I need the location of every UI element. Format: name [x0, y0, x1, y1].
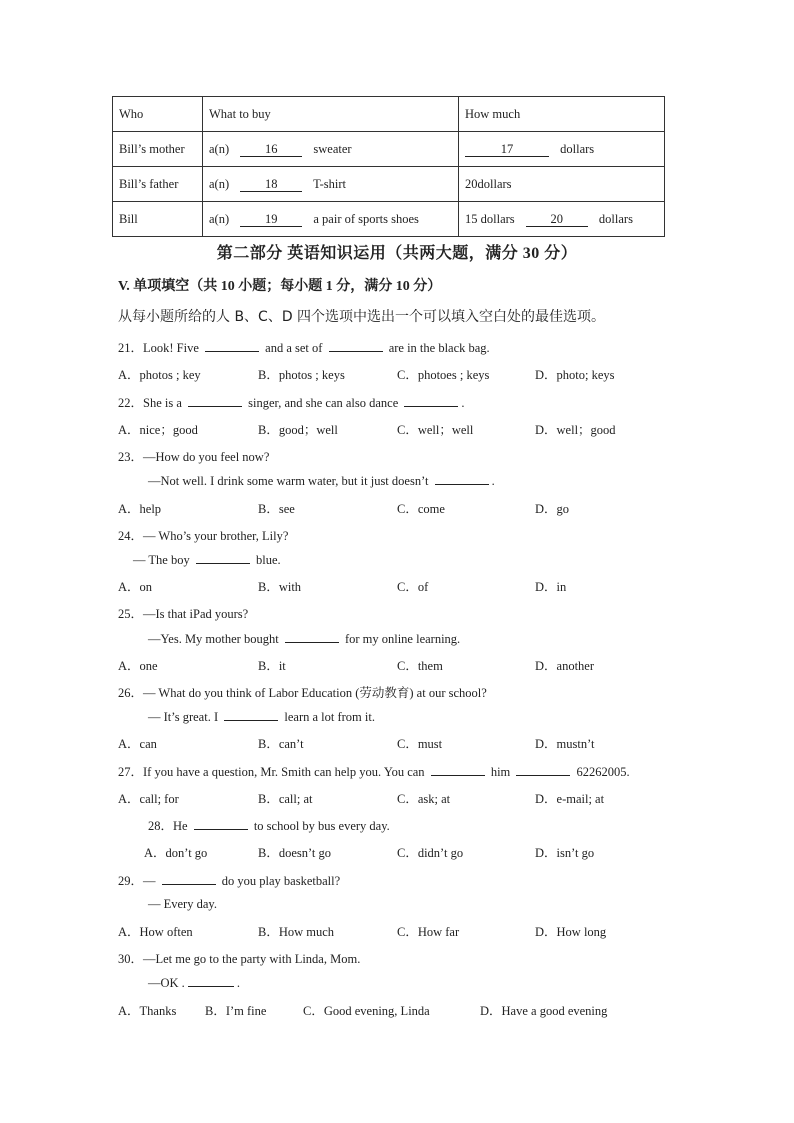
- table-row: [113, 132, 665, 167]
- option-c[interactable]: C．Good evening, Linda: [303, 1004, 430, 1018]
- table-row: [113, 167, 665, 202]
- answer-blank[interactable]: 17: [465, 143, 549, 157]
- cell-price: 20dollars: [459, 167, 665, 202]
- question-28: 28．He to school by bus every day.: [148, 819, 390, 833]
- shopping-table: [112, 96, 665, 237]
- instruction: 从每小题所给的人 B、C、D 四个选项中选出一个可以填入空白处的最佳选项。: [118, 309, 606, 325]
- answer-blank[interactable]: [516, 764, 570, 776]
- question-27: 27．If you have a question, Mr. Smith can help you. You can him 62262005.: [118, 765, 630, 779]
- option-b[interactable]: B．doesn’t go: [258, 846, 332, 860]
- option-c[interactable]: C．How far: [397, 925, 460, 939]
- option-b[interactable]: B．can’t: [258, 737, 304, 751]
- option-a[interactable]: A．photos ; key: [118, 368, 201, 382]
- answer-blank[interactable]: [196, 552, 250, 564]
- cell-price: [459, 132, 665, 167]
- question-29: 29．— do you play basketball?: [118, 874, 341, 888]
- option-d[interactable]: D．go: [535, 502, 570, 516]
- price-text: 15 dollars: [465, 211, 515, 226]
- question-23: 23．—How do you feel now?: [118, 450, 270, 464]
- option-c[interactable]: C．ask; at: [397, 792, 451, 806]
- answer-blank[interactable]: [162, 873, 216, 885]
- option-b[interactable]: B．with: [258, 580, 302, 594]
- cell-what: [203, 202, 459, 237]
- option-a[interactable]: A．call; for: [118, 792, 179, 806]
- cell-who: Bill’s mother: [113, 132, 203, 167]
- table-row: [113, 202, 665, 237]
- option-d[interactable]: D．Have a good evening: [480, 1004, 608, 1018]
- cell-price: [459, 202, 665, 237]
- answer-blank[interactable]: [431, 764, 485, 776]
- question-24-reply: — The boy blue.: [133, 553, 281, 567]
- item: sweater: [313, 141, 352, 156]
- answer-blank[interactable]: [435, 473, 489, 485]
- cell-what: [203, 132, 459, 167]
- header-who: Who: [113, 97, 203, 132]
- option-b[interactable]: B．call; at: [258, 792, 313, 806]
- option-a[interactable]: A．can: [118, 737, 157, 751]
- option-d[interactable]: D．isn’t go: [535, 846, 595, 860]
- item: a pair of sports shoes: [313, 211, 419, 226]
- question-26-reply: — It’s great. I learn a lot from it.: [148, 710, 375, 724]
- option-b[interactable]: B．it: [258, 659, 286, 673]
- option-c[interactable]: C．didn’t go: [397, 846, 464, 860]
- option-c[interactable]: C．must: [397, 737, 443, 751]
- option-a[interactable]: A．on: [118, 580, 153, 594]
- unit: dollars: [598, 211, 633, 226]
- option-a[interactable]: A．How often: [118, 925, 193, 939]
- answer-blank[interactable]: [188, 395, 242, 407]
- option-a[interactable]: A．don’t go: [144, 846, 208, 860]
- answer-blank[interactable]: [285, 631, 339, 643]
- option-a[interactable]: A．one: [118, 659, 158, 673]
- option-b[interactable]: B．see: [258, 502, 295, 516]
- option-d[interactable]: D．How long: [535, 925, 607, 939]
- option-a[interactable]: A．nice；good: [118, 423, 198, 437]
- option-c[interactable]: C．photoes ; keys: [397, 368, 490, 382]
- header-how-much: How much: [459, 97, 665, 132]
- part-title: 第二部分 英语知识运用（共两大题，满分 30 分）: [216, 245, 578, 262]
- answer-blank[interactable]: 18: [240, 178, 302, 192]
- option-c[interactable]: C．of: [397, 580, 429, 594]
- section-title: V. 单项填空（共 10 小题；每小题 1 分，满分 10 分）: [118, 279, 442, 294]
- answer-blank[interactable]: [404, 395, 458, 407]
- answer-blank[interactable]: [329, 340, 383, 352]
- answer-blank[interactable]: [205, 340, 259, 352]
- option-b[interactable]: B．How much: [258, 925, 335, 939]
- unit: dollars: [560, 141, 595, 156]
- answer-blank[interactable]: [224, 709, 278, 721]
- option-d[interactable]: D．in: [535, 580, 567, 594]
- option-c[interactable]: C．them: [397, 659, 443, 673]
- question-23-reply: —Not well. I drink some warm water, but it just doesn’t .: [148, 474, 495, 488]
- option-d[interactable]: D．mustn’t: [535, 737, 595, 751]
- table-header-row: [113, 97, 665, 132]
- question-21: 21．Look! Five and a set of are in the black bag.: [118, 341, 490, 355]
- question-30-reply: —OK . .: [148, 976, 240, 990]
- question-25: 25．—Is that iPad yours?: [118, 607, 249, 621]
- cell-what: [203, 167, 459, 202]
- option-b[interactable]: B．I’m fine: [205, 1004, 267, 1018]
- option-a[interactable]: A．help: [118, 502, 162, 516]
- prefix: a(n): [209, 211, 230, 226]
- answer-blank[interactable]: 20: [526, 213, 588, 227]
- question-29-reply: — Every day.: [148, 897, 217, 911]
- cell-who: Bill’s father: [113, 167, 203, 202]
- option-a[interactable]: A．Thanks: [118, 1004, 177, 1018]
- option-d[interactable]: D．another: [535, 659, 595, 673]
- answer-blank[interactable]: [194, 818, 248, 830]
- answer-blank[interactable]: 19: [240, 213, 302, 227]
- option-b[interactable]: B．photos ; keys: [258, 368, 345, 382]
- prefix: a(n): [209, 141, 230, 156]
- question-26: 26．— What do you think of Labor Education (劳动教育) at our school?: [118, 686, 487, 700]
- answer-blank[interactable]: 16: [240, 143, 302, 157]
- option-c[interactable]: C．come: [397, 502, 445, 516]
- prefix: a(n): [209, 176, 230, 191]
- question-30: 30．—Let me go to the party with Linda, Mom.: [118, 952, 361, 966]
- answer-blank[interactable]: [188, 975, 234, 987]
- option-b[interactable]: B．good；well: [258, 423, 338, 437]
- header-what: What to buy: [203, 97, 459, 132]
- option-d[interactable]: D．e-mail; at: [535, 792, 605, 806]
- cell-who: Bill: [113, 202, 203, 237]
- question-24: 24．— Who’s your brother, Lily?: [118, 529, 289, 543]
- question-22: 22．She is a singer, and she can also dance .: [118, 396, 465, 410]
- option-d[interactable]: D．photo; keys: [535, 368, 615, 382]
- question-25-reply: —Yes. My mother bought for my online learning.: [148, 632, 461, 646]
- option-c[interactable]: C．well；well: [397, 423, 474, 437]
- option-d[interactable]: D．well；good: [535, 423, 616, 437]
- item: T-shirt: [313, 176, 347, 191]
